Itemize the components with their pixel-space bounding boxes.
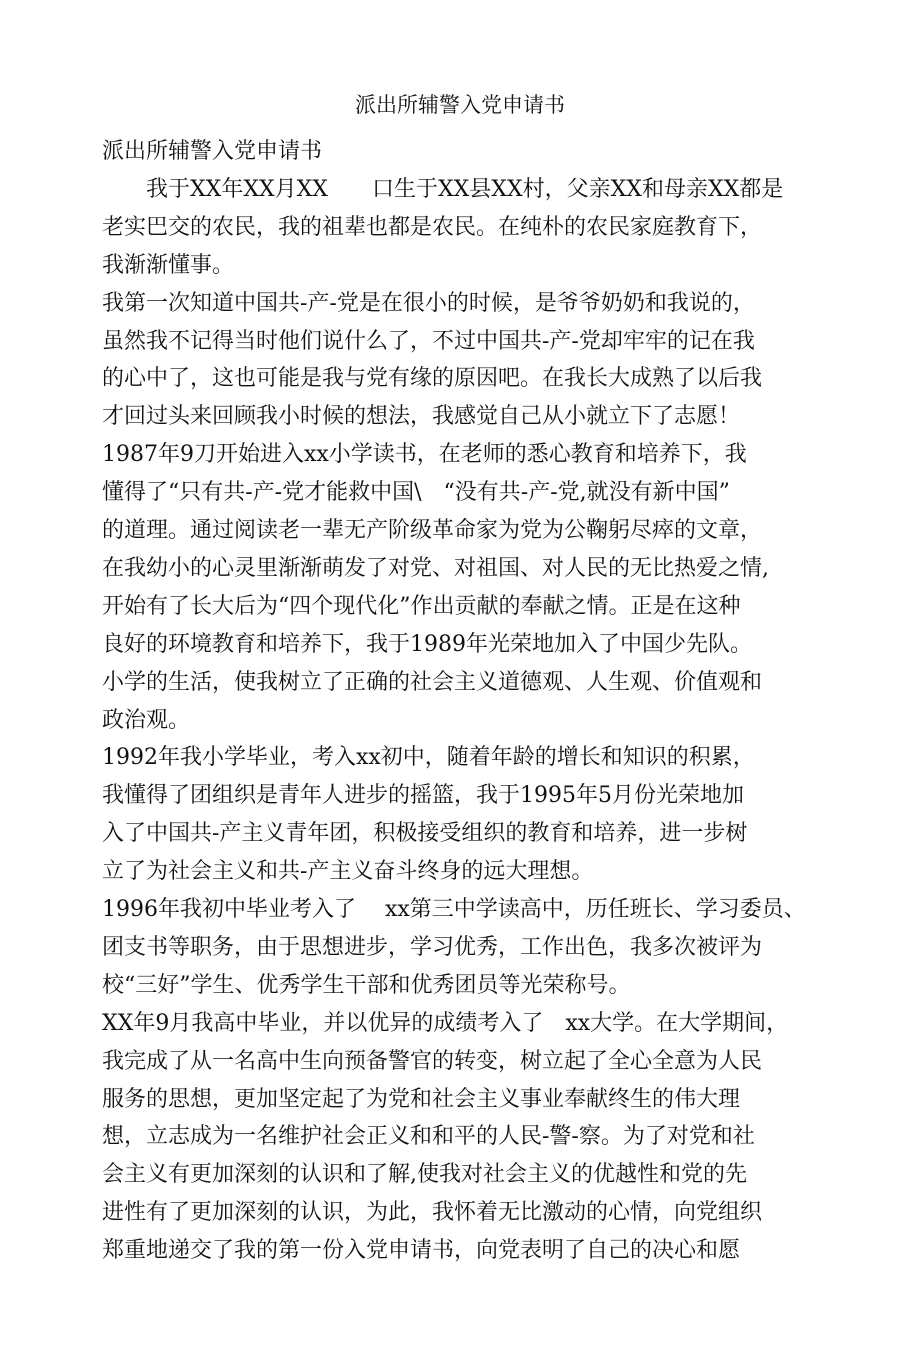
- body-line: 郑重地递交了我的第一份入党申请书，向党表明了自己的决心和愿: [102, 1238, 741, 1263]
- body-line: 小学的生活，使我树立了正确的社会主义道德观、人生观、价值观和: [102, 670, 763, 695]
- body-line: 我第一次知道中国共-产-党是在很小的时候，是爷爷奶奶和我说的，: [102, 291, 755, 316]
- body-line: 开始有了长大后为“四个现代化”作出贡献的奉献之情。正是在这种: [102, 594, 741, 619]
- document-subtitle: 派出所辅警入党申请书: [102, 139, 323, 164]
- body-line: 会主义有更加深刻的认识和了解,使我对社会主义的优越性和党的先: [102, 1162, 747, 1187]
- body-line: 立了为社会主义和共-产主义奋斗终身的远大理想。: [102, 859, 594, 884]
- body-line: 懂得了“只有共-产-党才能救中国\ “没有共-产-党,就没有新中国”: [102, 480, 730, 505]
- body-line: XX年9月我高中毕业，并以优异的成绩考入了 xx大学。在大学期间，: [102, 1011, 789, 1036]
- body-line: 良好的环境教育和培养下，我于1989年光荣地加入了中国少先队。: [102, 632, 752, 657]
- body-line: 进性有了更加深刻的认识，为此，我怀着无比激动的心情，向党组织: [102, 1200, 763, 1225]
- body-line: 老实巴交的农民，我的祖辈也都是农民。在纯朴的农民家庭教育下，: [102, 215, 763, 240]
- body-line: 想，立志成为一名维护社会正义和和平的人民-警-察。为了对党和社: [102, 1124, 755, 1149]
- body-line: 的道理。通过阅读老一辈无产阶级革命家为党为公鞠躬尽瘁的文章，: [102, 518, 763, 543]
- body-line: 服务的思想，更加坚定起了为党和社会主义事业奉献终生的伟大理: [102, 1087, 741, 1112]
- document-title: 派出所辅警入党申请书: [355, 93, 565, 117]
- body-line: 的心中了，这也可能是我与党有缘的原因吧。在我长大成熟了以后我: [102, 366, 763, 391]
- body-line: 入了中国共-产主义青年团，积极接受组织的教育和培养，进一步树: [102, 821, 748, 846]
- body-line: 虽然我不记得当时他们说什么了，不过中国共-产-党却牢牢的记在我: [102, 329, 755, 354]
- body-line: 1996年我初中毕业考入了 xx第三中学读高中，历任班长、学习委员、: [102, 897, 806, 922]
- body-line: 团支书等职务，由于思想进步，学习优秀，工作出色，我多次被评为: [102, 935, 763, 960]
- body-line: 我完成了从一名高中生向预备警官的转变，树立起了全心全意为人民: [102, 1049, 763, 1074]
- body-line: 1987年9刀开始进入xx小学读书，在老师的悉心教育和培养下，我: [102, 442, 747, 467]
- body-line: 在我幼小的心灵里渐渐萌发了对党、对祖国、对人民的无比热爱之情,: [102, 556, 769, 581]
- body-line: 政治观。: [102, 708, 191, 733]
- body-line: 才回过头来回顾我小时候的想法，我感觉自己从小就立下了志愿！: [102, 404, 741, 429]
- body-line: 我于XX年XX月XX 口生于XX县XX村，父亲XX和母亲XX都是: [102, 177, 784, 202]
- body-line: 我懂得了团组织是青年人进步的摇篮，我于1995年5月份光荣地加: [102, 783, 744, 808]
- body-line: 校“三好”学生、优秀学生干部和优秀团员等光荣称号。: [102, 973, 631, 998]
- body-line: 1992年我小学毕业，考入xx初中，随着年龄的增长和知识的积累，: [102, 745, 755, 770]
- body-line: 我渐渐懂事。: [102, 253, 235, 278]
